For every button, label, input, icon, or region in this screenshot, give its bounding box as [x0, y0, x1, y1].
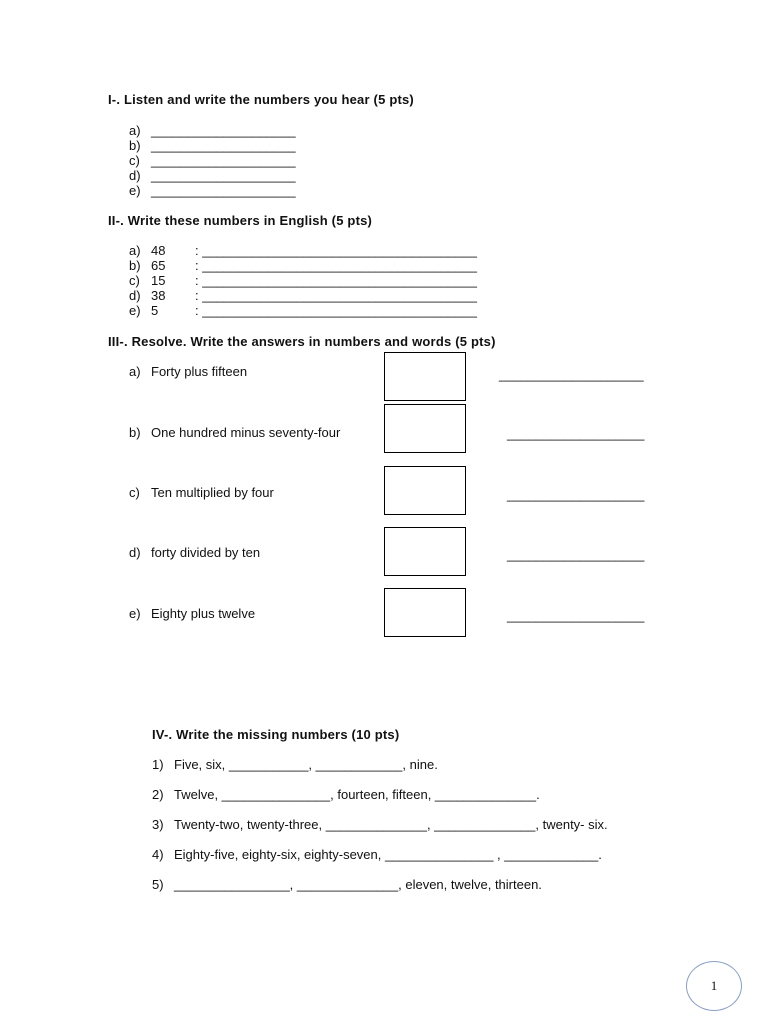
- number-answer-box[interactable]: [384, 466, 466, 515]
- item-marker: a): [129, 243, 141, 258]
- sequence-text[interactable]: Five, six, ___________, ____________, nine.: [174, 757, 438, 772]
- problem-text: forty divided by ten: [151, 545, 261, 560]
- section-2-item-b: [129, 258, 477, 273]
- item-marker: a): [129, 364, 141, 379]
- item-marker: 3): [152, 817, 164, 832]
- sequence-text[interactable]: Twelve, _______________, fourteen, fifteen, ______________.: [174, 787, 540, 802]
- section-3-item-b: [129, 425, 340, 440]
- sequence-text[interactable]: Twenty-two, twenty-three, ______________, ______________, twenty- six.: [174, 817, 608, 832]
- section-1-heading: I-. Listen and write the numbers you hear (5 pts): [108, 92, 414, 107]
- item-marker: b): [129, 258, 141, 273]
- sequence-text[interactable]: Eighty-five, eighty-six, eighty-seven, _______________ , _____________.: [174, 847, 602, 862]
- section-4-item-2: [152, 787, 540, 802]
- word-answer-blank[interactable]: ___________________: [507, 547, 645, 562]
- word-answer-blank[interactable]: ___________________: [507, 487, 645, 502]
- item-marker: d): [129, 168, 141, 183]
- item-marker: e): [129, 183, 141, 198]
- section-2-heading: II-. Write these numbers in English (5 pts): [108, 213, 373, 228]
- section-4-item-4: [152, 847, 602, 862]
- section-1-item-c: [129, 153, 296, 168]
- problem-text: Ten multiplied by four: [151, 485, 274, 500]
- word-answer-blank[interactable]: ____________________: [499, 367, 644, 382]
- item-marker: b): [129, 138, 141, 153]
- word-answer-blank[interactable]: ___________________: [507, 608, 645, 623]
- section-4-heading: IV-. Write the missing numbers (10 pts): [152, 727, 400, 742]
- item-marker: e): [129, 303, 141, 318]
- section-3-item-d: [129, 545, 260, 560]
- section-2-item-d: [129, 288, 477, 303]
- item-marker: b): [129, 425, 141, 440]
- section-3-item-c: [129, 485, 274, 500]
- number-answer-box[interactable]: [384, 588, 466, 637]
- sequence-text[interactable]: ________________, ______________, eleven, twelve, thirteen.: [174, 877, 542, 892]
- section-1-item-a: [129, 123, 296, 138]
- section-1-item-e: [129, 183, 296, 198]
- problem-text: Forty plus fifteen: [151, 364, 248, 379]
- given-number: 38: [151, 288, 166, 303]
- section-4-item-1: [152, 757, 438, 772]
- problem-text: One hundred minus seventy-four: [151, 425, 341, 440]
- given-number: 15: [151, 273, 166, 288]
- item-marker: d): [129, 288, 141, 303]
- item-marker: c): [129, 273, 140, 288]
- word-answer-blank[interactable]: ___________________: [507, 426, 645, 441]
- section-2-item-e: [129, 303, 477, 318]
- given-number: 48: [151, 243, 166, 258]
- given-number: 5: [151, 303, 159, 318]
- number-answer-box[interactable]: [384, 352, 466, 401]
- answer-blank[interactable]: ____________________: [151, 153, 296, 168]
- answer-blank[interactable]: : ______________________________________: [195, 273, 477, 288]
- problem-text: Eighty plus twelve: [151, 606, 256, 621]
- answer-blank[interactable]: ____________________: [151, 123, 296, 138]
- item-marker: c): [129, 485, 140, 500]
- section-2-item-a: [129, 243, 477, 258]
- item-marker: 1): [152, 757, 164, 772]
- item-marker: a): [129, 123, 141, 138]
- section-4-item-3: [152, 817, 608, 832]
- section-3-heading: III-. Resolve. Write the answers in numbers and words (5 pts): [108, 334, 496, 349]
- number-answer-box[interactable]: [384, 404, 466, 453]
- number-answer-box[interactable]: [384, 527, 466, 576]
- item-marker: c): [129, 153, 140, 168]
- section-3-item-a: [129, 364, 247, 379]
- section-3-item-e: [129, 606, 255, 621]
- item-marker: 4): [152, 847, 164, 862]
- answer-blank[interactable]: ____________________: [151, 168, 296, 183]
- answer-blank[interactable]: : ______________________________________: [195, 303, 477, 318]
- answer-blank[interactable]: : ______________________________________: [195, 258, 477, 273]
- item-marker: d): [129, 545, 141, 560]
- page-number: 1: [710, 978, 718, 993]
- section-2-item-c: [129, 273, 477, 288]
- item-marker: e): [129, 606, 141, 621]
- page-number-badge: [686, 961, 742, 1011]
- section-1-item-b: [129, 138, 296, 153]
- answer-blank[interactable]: ____________________: [151, 138, 296, 153]
- answer-blank[interactable]: : ______________________________________: [195, 288, 477, 303]
- section-1-item-d: [129, 168, 296, 183]
- given-number: 65: [151, 258, 166, 273]
- section-4-item-5: [152, 877, 542, 892]
- answer-blank[interactable]: : ______________________________________: [195, 243, 477, 258]
- item-marker: 5): [152, 877, 164, 892]
- answer-blank[interactable]: ____________________: [151, 183, 296, 198]
- item-marker: 2): [152, 787, 164, 802]
